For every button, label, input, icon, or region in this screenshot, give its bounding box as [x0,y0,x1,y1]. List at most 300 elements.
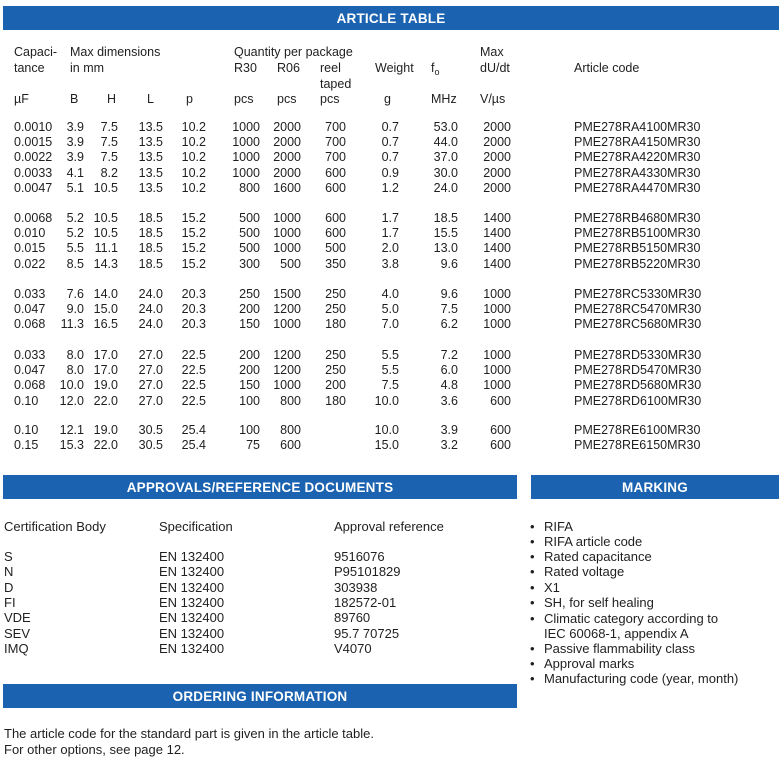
cell-fo: 6.2 [440,317,458,332]
ordering-title: ORDERING INFORMATION [172,688,348,704]
cell-weight: 1.2 [381,180,399,195]
cell-b: 4.1 [66,165,84,180]
ordering-header [3,684,517,708]
bullet-icon: • [530,656,535,671]
cell-r30: 200 [239,302,260,317]
cell-fo: 7.5 [440,302,458,317]
list-item [530,519,573,534]
cell-b: 5.2 [66,211,84,225]
cell-capacitance: 0.15 [14,438,39,453]
cell-r06: 1200 [273,302,301,317]
cell-cert-body: N [4,564,14,580]
table-row [0,580,780,595]
cell-h: 10.5 [93,226,118,241]
unit-h: H [107,92,117,106]
cell-fo: 3.9 [440,423,458,437]
cell-r30: 1000 [232,165,260,180]
table-row [0,241,780,256]
cell-l: 27.0 [138,348,163,362]
cell-fo: 9.6 [440,287,458,301]
hdr-article-code: Article code [574,61,640,75]
cell-l: 13.5 [138,180,163,195]
cell-reel: 250 [325,348,346,362]
cell-r06: 1000 [273,241,301,256]
hdr-r30: R30 [234,61,257,75]
table-row [0,181,780,196]
ordering-line-1: The article code for the standard part is given in the article table. [4,726,374,741]
bullet-icon: • [530,564,535,579]
approvals-hdr-body: Certification Body [4,519,106,534]
hdr-taped: taped [320,77,352,91]
cell-capacitance: 0.0068 [14,211,53,225]
unit-r06: pcs [277,92,297,106]
cell-h: 22.0 [93,393,118,408]
marking-item-text: Approval marks [544,656,635,671]
ordering-line-2: For other options, see page 12. [4,742,185,757]
cell-b: 10.0 [59,378,84,393]
bullet-icon: • [530,534,535,549]
cell-approval-ref: 9516076 [334,549,385,564]
cell-b: 3.9 [66,150,84,165]
cell-approval-ref: 95.7 70725 [334,625,400,641]
cell-fo: 6.0 [440,363,458,378]
cell-reel: 350 [325,256,346,271]
cell-reel: 250 [325,363,346,378]
cell-r06: 1500 [273,287,301,301]
hdr-weight: Weight [375,61,414,75]
cell-p: 22.5 [181,393,206,408]
cell-capacitance: 0.0010 [14,120,53,134]
table-row [0,438,780,453]
list-item [530,580,560,595]
cell-weight: 2.0 [381,241,399,256]
cell-specification: EN 132400 [159,610,225,626]
cell-r30: 500 [239,211,260,225]
list-item [530,611,718,626]
cell-code: PME278RE6150MR30 [574,438,701,453]
cell-weight: 4.0 [381,287,399,301]
cell-cert-body: SEV [4,625,31,641]
cell-l: 13.5 [138,135,163,150]
cell-code: PME278RB5150MR30 [574,241,701,256]
cell-approval-ref: P95101829 [334,564,401,580]
table-row [0,317,780,332]
cell-dudt: 2000 [483,120,511,134]
cell-r06: 2000 [273,150,301,165]
cell-r06: 800 [280,423,301,437]
cell-p: 22.5 [181,348,206,362]
cell-p: 10.2 [181,165,206,180]
marking-item-text: Manufacturing code (year, month) [544,671,739,686]
marking-item-text: RIFA [544,519,573,534]
cell-dudt: 2000 [483,135,511,150]
hdr-capacitance-2: tance [14,61,45,75]
cell-reel: 700 [325,150,346,165]
table-row [0,423,780,438]
cell-r30: 250 [239,287,260,301]
cell-p: 22.5 [181,378,206,393]
approvals-hdr-spec: Specification [159,519,233,534]
cell-dudt: 2000 [483,165,511,180]
cell-b: 5.2 [66,226,84,241]
cell-p: 25.4 [181,438,206,453]
list-item [530,595,654,610]
cell-reel: 600 [325,226,346,241]
cell-capacitance: 0.10 [14,423,39,437]
marking-title: MARKING [622,479,688,495]
cell-r30: 1000 [232,135,260,150]
unit-capacitance: µF [14,92,29,106]
table-row [0,302,780,317]
table-row [0,595,780,610]
cell-r06: 1600 [273,180,301,195]
cell-weight: 1.7 [381,226,399,241]
cell-p: 10.2 [181,135,206,150]
cell-b: 8.5 [66,256,84,271]
cell-weight: 0.7 [381,150,399,165]
cell-p: 20.3 [181,302,206,317]
cell-code: PME278RA4150MR30 [574,135,701,150]
cell-fo: 44.0 [433,135,458,150]
cell-capacitance: 0.047 [14,302,46,317]
cell-capacitance: 0.0015 [14,135,53,150]
cell-r06: 2000 [273,135,301,150]
cell-cert-body: D [4,579,14,595]
approvals-hdr-ref: Approval reference [334,519,444,534]
table-row [0,348,780,363]
cell-r06: 1000 [273,211,301,225]
cell-r06: 1000 [273,378,301,393]
cell-h: 7.5 [100,150,118,165]
table-row [0,226,780,241]
cell-r30: 75 [246,438,260,453]
cell-r30: 500 [239,241,260,256]
hdr-capacitance-1: Capaci- [14,45,58,59]
table-row [0,564,780,579]
article-table-title: ARTICLE TABLE [336,10,446,26]
list-item [530,564,624,579]
unit-reel: pcs [320,92,340,106]
cell-specification: EN 132400 [159,625,225,641]
cell-b: 7.6 [66,287,84,301]
cell-fo: 3.6 [440,393,458,408]
cell-b: 3.9 [66,120,84,134]
cell-code: PME278RA4100MR30 [574,120,701,134]
unit-l: L [147,92,154,106]
cell-code: PME278RE6100MR30 [574,423,701,437]
cell-fo: 3.2 [440,438,458,453]
cell-specification: EN 132400 [159,564,225,580]
unit-weight: g [384,92,391,106]
cell-code: PME278RA4220MR30 [574,150,701,165]
cell-l: 24.0 [138,287,163,301]
cell-code: PME278RC5470MR30 [574,302,702,317]
article-table-header [3,6,779,30]
table-row [0,166,780,181]
list-item [530,534,642,549]
cell-h: 10.5 [93,211,118,225]
cell-reel: 250 [325,287,346,301]
marking-item-text: X1 [544,580,560,595]
cell-approval-ref: 303938 [334,579,378,595]
unit-mhz: MHz [431,92,457,106]
cell-r30: 150 [239,378,260,393]
cell-h: 17.0 [93,348,118,362]
cell-r06: 600 [280,438,301,453]
cell-p: 20.3 [181,317,206,332]
hdr-dudt: dU/dt [480,61,510,75]
table-row [0,394,780,409]
cell-l: 13.5 [138,150,163,165]
cell-p: 10.2 [181,180,206,195]
cell-l: 24.0 [138,302,163,317]
cell-capacitance: 0.10 [14,393,39,408]
cell-reel: 180 [325,393,346,408]
cell-cert-body: VDE [4,610,31,626]
marking-item-text: Passive flammability class [544,641,695,656]
cell-code: PME278RB4680MR30 [574,211,701,225]
cell-code: PME278RA4330MR30 [574,165,701,180]
cell-cert-body: S [4,549,13,564]
cell-p: 22.5 [181,363,206,378]
cell-reel: 500 [325,241,346,256]
cell-capacitance: 0.010 [14,226,46,241]
cell-dudt: 1000 [483,317,511,332]
bullet-icon: • [530,519,535,534]
cell-code: PME278RC5330MR30 [574,287,702,301]
cell-weight: 0.7 [381,120,399,134]
cell-code: PME278RD5330MR30 [574,348,702,362]
table-row [0,549,780,564]
cell-dudt: 1400 [483,211,511,225]
cell-fo: 53.0 [433,120,458,134]
cell-r06: 1000 [273,317,301,332]
approvals-title: APPROVALS/REFERENCE DOCUMENTS [126,479,394,495]
list-item [530,641,695,656]
cell-r06: 1200 [273,348,301,362]
cell-weight: 7.5 [381,378,399,393]
cell-weight: 0.7 [381,135,399,150]
cell-reel: 700 [325,135,346,150]
cell-dudt: 2000 [483,150,511,165]
cell-dudt: 2000 [483,180,511,195]
cell-dudt: 1000 [483,302,511,317]
cell-reel: 700 [325,120,346,134]
cell-code: PME278RC5680MR30 [574,317,702,332]
cell-r06: 2000 [273,120,301,134]
unit-b: B [70,92,79,106]
cell-fo: 30.0 [433,165,458,180]
cell-fo: 13.0 [433,241,458,256]
cell-reel: 600 [325,211,346,225]
cell-fo: 4.8 [440,378,458,393]
cell-cert-body: IMQ [4,640,29,656]
cell-p: 15.2 [181,256,206,271]
cell-capacitance: 0.015 [14,241,46,256]
cell-dudt: 1000 [483,363,511,378]
cell-capacitance: 0.0033 [14,165,53,180]
cell-r30: 100 [239,423,260,437]
cell-capacitance: 0.033 [14,348,46,362]
cell-capacitance: 0.022 [14,256,46,271]
cell-dudt: 1000 [483,287,511,301]
cell-p: 20.3 [181,287,206,301]
bullet-icon: • [530,611,535,626]
unit-p: p [186,92,193,106]
cell-h: 11.1 [94,241,118,256]
cell-h: 7.5 [100,120,118,134]
cell-l: 18.5 [138,256,163,271]
cell-reel: 600 [325,165,346,180]
cell-weight: 10.0 [374,423,399,437]
table-row [0,150,780,165]
cell-code: PME278RD5470MR30 [574,363,702,378]
cell-code: PME278RA4470MR30 [574,180,701,195]
cell-p: 15.2 [181,226,206,241]
cell-h: 10.5 [93,180,118,195]
cell-l: 13.5 [138,165,163,180]
cell-fo: 18.5 [433,211,458,225]
cell-weight: 0.9 [381,165,399,180]
cell-b: 12.1 [59,423,84,437]
cell-p: 15.2 [181,211,206,225]
hdr-quantity: Quantity per package [234,45,353,59]
cell-code: PME278RD6100MR30 [574,393,702,408]
cell-b: 8.0 [66,348,84,362]
cell-r06: 2000 [273,165,301,180]
cell-capacitance: 0.0022 [14,150,53,165]
cell-dudt: 600 [490,438,511,453]
cell-r30: 300 [239,256,260,271]
list-item [530,656,634,671]
cell-weight: 1.7 [381,211,399,225]
marking-continuation: IEC 60068-1, appendix A [544,626,689,641]
cell-h: 14.3 [93,256,118,271]
hdr-r06: R06 [277,61,300,75]
marking-item-text: Rated capacitance [544,549,652,564]
cell-l: 27.0 [138,393,163,408]
bullet-icon: • [530,549,535,564]
cell-code: PME278RB5220MR30 [574,256,701,271]
hdr-dimensions-1: Max dimensions [70,45,161,59]
cell-r06: 1000 [273,226,301,241]
cell-h: 14.0 [93,287,118,301]
cell-fo: 9.6 [440,256,458,271]
cell-b: 8.0 [66,363,84,378]
cell-specification: EN 132400 [159,594,225,610]
cell-weight: 10.0 [374,393,399,408]
cell-dudt: 600 [490,423,511,437]
approvals-header [3,475,517,499]
bullet-icon: • [530,580,535,595]
cell-r06: 1200 [273,363,301,378]
bullet-icon: • [530,641,535,656]
bullet-icon: • [530,671,535,686]
cell-approval-ref: 89760 [334,610,371,626]
cell-weight: 15.0 [374,438,399,453]
cell-b: 5.1 [66,180,84,195]
cell-l: 30.5 [138,438,163,453]
cell-specification: EN 132400 [159,579,225,595]
cell-approval-ref: V4070 [334,640,372,656]
cell-b: 5.5 [66,241,84,256]
cell-fo: 15.5 [433,226,458,241]
cell-fo: 7.2 [440,348,458,362]
cell-dudt: 1000 [483,378,511,393]
cell-r30: 200 [239,363,260,378]
cell-r30: 1000 [232,150,260,165]
cell-dudt: 1400 [483,241,511,256]
cell-specification: EN 132400 [159,640,225,656]
cell-approval-ref: 182572-01 [334,594,397,610]
cell-b: 15.3 [59,438,84,453]
cell-r30: 1000 [232,120,260,134]
cell-l: 18.5 [138,226,163,241]
hdr-dimensions-2: in mm [70,61,105,75]
cell-l: 18.5 [138,211,163,225]
marking-item-text: SH, for self healing [544,595,654,610]
unit-r30: pcs [234,92,254,106]
cell-cert-body: FI [4,594,16,610]
table-row [0,287,780,302]
table-row [0,135,780,150]
cell-reel: 180 [325,317,346,332]
cell-r30: 150 [239,317,260,332]
cell-b: 9.0 [66,302,84,317]
cell-p: 25.4 [181,423,206,437]
cell-l: 30.5 [138,423,163,437]
marking-item-text: Climatic category according to [544,611,719,626]
cell-capacitance: 0.0047 [14,180,53,195]
hdr-max: Max [480,45,504,59]
cell-capacitance: 0.068 [14,317,46,332]
cell-fo: 24.0 [433,180,458,195]
cell-reel: 250 [325,302,346,317]
table-row [0,257,780,272]
cell-dudt: 600 [490,393,511,408]
cell-specification: EN 132400 [159,549,225,564]
cell-h: 19.0 [93,423,118,437]
cell-capacitance: 0.033 [14,287,46,301]
cell-h: 15.0 [93,302,118,317]
list-item [530,671,738,686]
cell-weight: 5.5 [381,363,399,378]
table-row [0,363,780,378]
cell-reel: 200 [325,378,346,393]
cell-r06: 500 [280,256,301,271]
cell-p: 10.2 [181,150,206,165]
cell-l: 27.0 [138,378,163,393]
cell-l: 27.0 [138,363,163,378]
cell-l: 13.5 [138,120,163,134]
cell-capacitance: 0.068 [14,378,46,393]
cell-h: 19.0 [93,378,118,393]
hdr-reel: reel [320,61,341,75]
cell-l: 24.0 [138,317,163,332]
marking-item-text: Rated voltage [544,564,625,579]
cell-fo: 37.0 [433,150,458,165]
cell-b: 11.3 [60,317,84,332]
table-row [0,378,780,393]
cell-weight: 7.0 [381,317,399,332]
cell-capacitance: 0.047 [14,363,46,378]
cell-b: 3.9 [66,135,84,150]
cell-r30: 800 [239,180,260,195]
cell-h: 16.5 [93,317,118,332]
cell-reel: 600 [325,180,346,195]
cell-r30: 200 [239,348,260,362]
cell-p: 10.2 [181,120,206,134]
